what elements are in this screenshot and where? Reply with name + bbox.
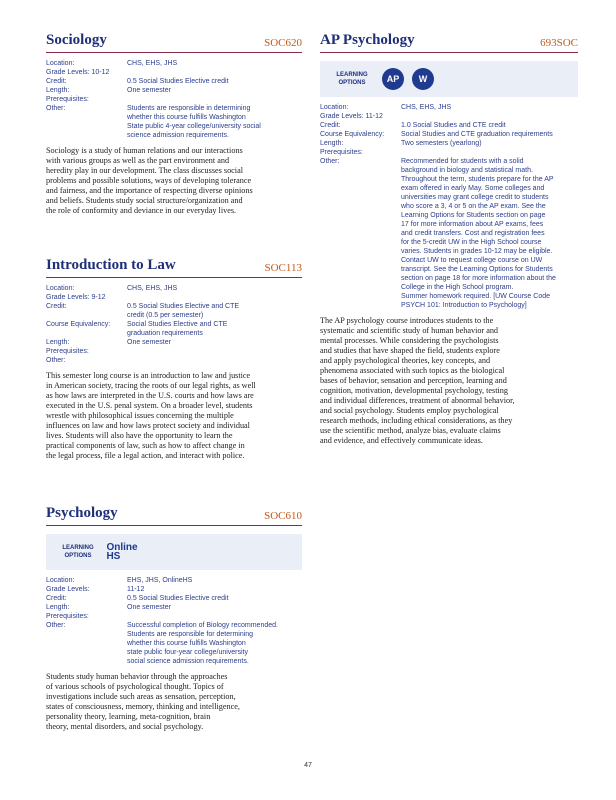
course-description: The AP psychology course introduces students to the systematic and scientific study of human behavior and mental processes. While considering the psychologists and studies that have shaped the field, students explore and apply psychological theories, key concepts, and phenomena associated with such topics as the biological bases of behavior, sensation and perception, learning and cognition, motivation, developmental psychology, testing and individual differences, treatment of abnormal behavior, and social psychology. Students employ psychological research methods, including ethical considerations, as they use the scientific method, analyze bias, evaluate claims and evidence, and effectively communicate ideas. xyxy=(320,316,515,445)
info-row xyxy=(46,59,302,68)
info-value: CHS, EHS, JHS xyxy=(401,104,452,111)
info-value: Two semesters (yearlong) xyxy=(401,140,482,147)
info-row xyxy=(46,347,302,356)
info-row xyxy=(46,576,302,585)
course-code: SOC620 xyxy=(264,37,302,49)
info-value: 0.5 Social Studies Elective and CTE credit (0.5 per semester) xyxy=(127,303,240,319)
info-key: Grade Levels: 11-12 xyxy=(320,113,383,120)
info-row xyxy=(46,302,302,320)
info-row xyxy=(320,157,578,310)
info-value xyxy=(127,95,302,104)
info-key: Location: xyxy=(320,104,349,111)
info-key: Credit: xyxy=(46,303,67,310)
info-value xyxy=(127,612,302,621)
info-key: Length: xyxy=(46,87,70,94)
info-row xyxy=(46,603,302,612)
info-value xyxy=(401,148,578,157)
info-row xyxy=(320,139,578,148)
course-title: Psychology xyxy=(46,505,118,521)
info-value: Students are responsible in determining whether this course fulfills Washington State public 4-year college/university social science admission requirements. xyxy=(127,105,261,139)
course-info-table xyxy=(46,59,302,140)
ap-badge-icon: AP xyxy=(382,68,404,90)
info-row xyxy=(46,104,302,140)
info-row xyxy=(46,338,302,347)
info-key: Credit: xyxy=(46,595,67,602)
info-row xyxy=(46,320,302,338)
info-row xyxy=(46,284,302,293)
info-key: Course Equivalency: xyxy=(46,321,111,328)
info-key: Other: xyxy=(46,357,66,364)
info-value: One semester xyxy=(127,87,171,94)
info-value xyxy=(127,68,302,77)
info-value: Social Studies Elective and CTE graduation requirements xyxy=(127,321,228,337)
info-value: One semester xyxy=(127,339,171,346)
info-value xyxy=(127,356,302,365)
info-value xyxy=(127,347,302,356)
info-key: Location: xyxy=(46,60,75,67)
course-code: 693SOC xyxy=(540,37,578,49)
info-row xyxy=(46,585,302,594)
course-info-table xyxy=(46,284,302,365)
course-ap-psychology xyxy=(320,32,578,446)
course-introduction-to-law xyxy=(46,257,302,461)
info-key: Other: xyxy=(320,158,340,165)
info-key: Prerequisites: xyxy=(46,613,89,620)
info-row xyxy=(46,612,302,621)
info-key: Other: xyxy=(46,105,66,112)
course-code: SOC610 xyxy=(264,510,302,522)
info-value: Recommended for students with a solid background in biology and statistical math. Throughout the term, students prepare for the AP exam offered in early May. Some colleges and universities may grant college credit to students who score a 3, 4 or 5 on the AP exam. See the Learning Options for Students section on page 17 for more information about AP exams, fees and credit transfers. Cost and registration fees for the 5-credit UW in the High School course varies. Students in grades 10-12 may be eligible. Contact UW to request college course on UW transcript. See the Learning Options for Students section on page 18 for more information about the College in the High School program. Summer homework required. [UW Course Code PSYCH 101: Introduction to Psychology] xyxy=(401,158,556,309)
info-row xyxy=(46,68,302,77)
info-key: Credit: xyxy=(46,78,67,85)
info-row xyxy=(320,148,578,157)
info-row xyxy=(320,130,578,139)
course-code: SOC113 xyxy=(264,262,302,274)
info-key: Prerequisites: xyxy=(46,96,89,103)
info-value: 11-12 xyxy=(127,586,145,593)
course-description: Sociology is a study of human relations and our interactions with various groups as well as the part environment and heredity play in our development. The class discusses social problems and possible solutions, ways of developing tolerance and fairness, and the importance of respecting diverse opinions and beliefs. Students study social structure/organization and the role of conformity and deviance in our everyday lives. xyxy=(46,146,253,215)
info-row xyxy=(320,121,578,130)
page-number: 47 xyxy=(304,762,312,769)
info-row xyxy=(46,293,302,302)
uw-badge-icon: W xyxy=(412,68,434,90)
course-header xyxy=(46,32,302,53)
info-row xyxy=(46,95,302,104)
info-key: Length: xyxy=(46,604,70,611)
info-value: 0.5 Social Studies Elective credit xyxy=(127,78,229,85)
info-value: Social Studies and CTE graduation requirements xyxy=(401,131,553,138)
info-value xyxy=(401,112,578,121)
info-row xyxy=(46,86,302,95)
info-key: Location: xyxy=(46,285,75,292)
learning-options-bar xyxy=(320,61,578,97)
info-key: Credit: xyxy=(320,122,341,129)
course-title: Sociology xyxy=(46,32,107,48)
course-description: Students study human behavior through the approaches of various schools of psychological thought. Topics of investigations include such areas as sensation, perception, states of consciousness, memory, thinking and intelligence, personality theory, learning, meta-cognition, brain theory, mental disorders, and social psychology. xyxy=(46,672,240,731)
course-header xyxy=(46,257,302,278)
course-title: AP Psychology xyxy=(320,32,415,48)
info-value: CHS, EHS, JHS xyxy=(127,60,178,67)
learning-options-label: LEARNING OPTIONS xyxy=(62,545,94,559)
info-key: Location: xyxy=(46,577,75,584)
info-key: Prerequisites: xyxy=(46,348,89,355)
info-value: CHS, EHS, JHS xyxy=(127,285,178,292)
info-value: 1.0 Social Studies and CTE credit xyxy=(401,122,506,129)
course-description: This semester long course is an introduction to law and justice in American society, tracing the roots of our legal rights, as well as how laws are interpreted in the U.S. courts and how laws are executed in the U.S. penal system. On a broader level, students wrestle with philosophical issues concerning the multiple influences on law and how laws protect society and individual lives. Students will also have the opportunity to learn the practical components of law, such as how to affect change in the legal process, file a legal action, and interact with police. xyxy=(46,371,256,460)
info-value: Successful completion of Biology recommended. Students are responsible for determining whether this course fulfills Washington state public four-year college/university social science admission requirements. xyxy=(127,622,278,665)
info-key: Length: xyxy=(320,140,344,147)
course-psychology xyxy=(46,505,302,732)
online-hs-badge-icon: Online HS xyxy=(106,542,138,562)
course-info-table xyxy=(320,103,578,310)
learning-options-bar xyxy=(46,534,302,570)
info-key: Grade Levels: 9-12 xyxy=(46,294,106,301)
info-key: Course Equivalency: xyxy=(320,131,385,138)
info-key: Prerequisites: xyxy=(320,149,363,156)
info-key: Grade Levels: 10-12 xyxy=(46,69,110,76)
course-info-table xyxy=(46,576,302,666)
info-key: Grade Levels: xyxy=(46,586,90,593)
info-row xyxy=(320,103,578,112)
info-row xyxy=(320,112,578,121)
info-key: Length: xyxy=(46,339,70,346)
info-value xyxy=(127,293,302,302)
learning-options-label: LEARNING OPTIONS xyxy=(336,72,368,86)
course-sociology xyxy=(46,32,302,216)
info-value: EHS, JHS, OnlineHS xyxy=(127,577,193,584)
info-value: 0.5 Social Studies Elective credit xyxy=(127,595,229,602)
info-row xyxy=(46,594,302,603)
course-header xyxy=(46,505,302,526)
course-title: Introduction to Law xyxy=(46,257,176,273)
info-row xyxy=(46,356,302,365)
info-row xyxy=(46,77,302,86)
info-row xyxy=(46,621,302,666)
course-header xyxy=(320,32,578,53)
info-key: Other: xyxy=(46,622,66,629)
info-value: One semester xyxy=(127,604,171,611)
